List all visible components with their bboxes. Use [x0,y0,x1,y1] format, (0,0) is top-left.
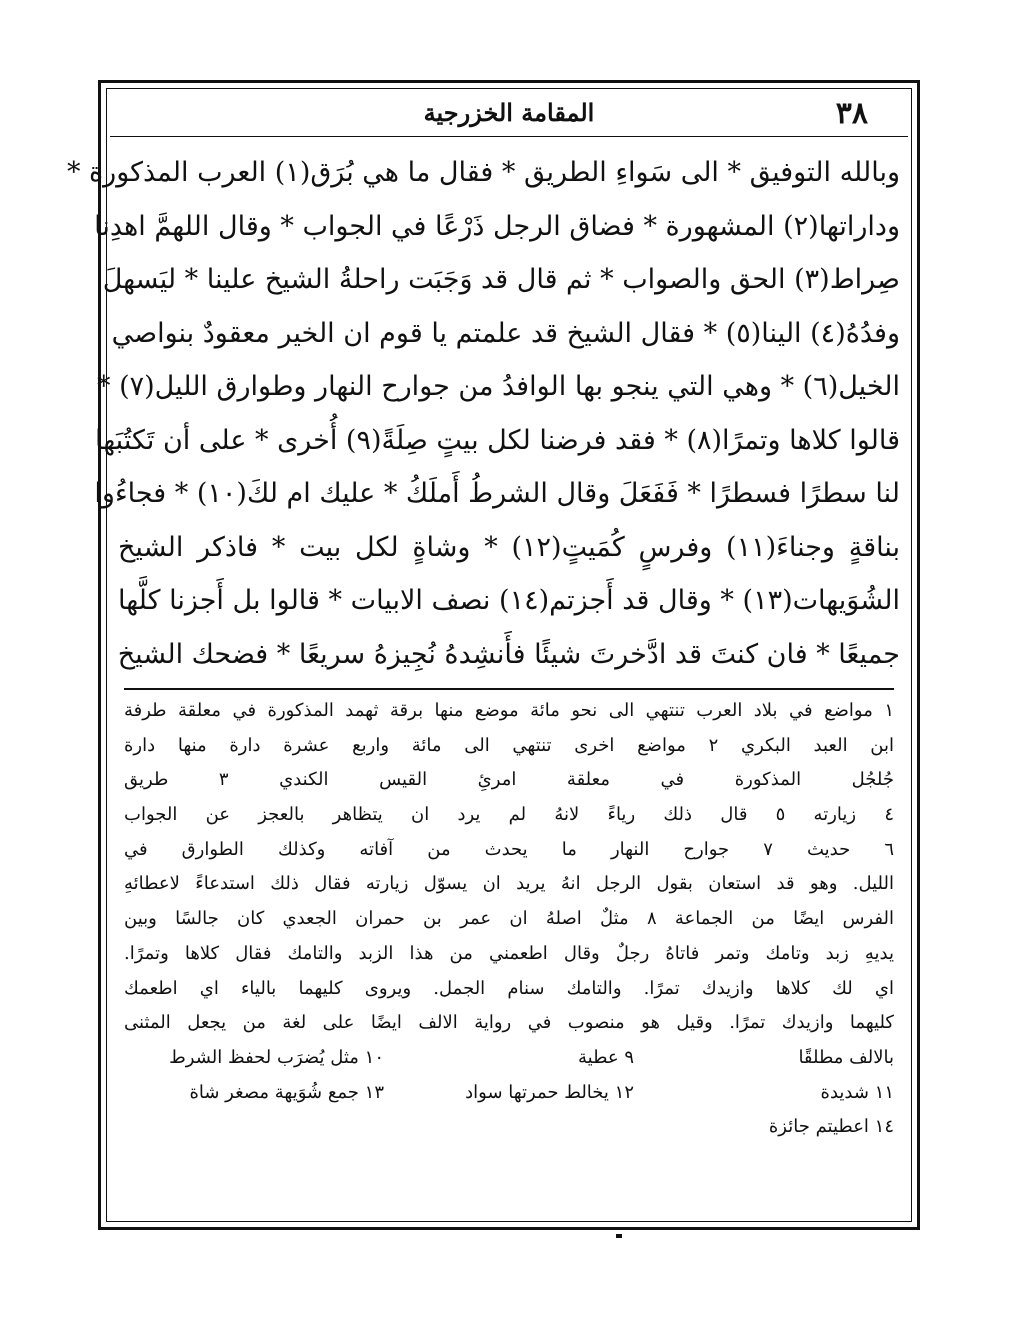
text-line: بناقةٍ وجناءَ(١١) وفرسٍ كُمَيتٍ(١٢) * وشاةٍ لكل بيت * فاذكر الشيخ [118,531,900,563]
text-line: الخيل(٦) * وهي التي ينجو بها الوافدُ من جوارح النهار وطوارق الليل(٧) * [96,371,900,402]
text-line: لنا سطرًا فسطرًا * فَفَعَلَ وقال الشرطُ أَملَكُ * عليك ام لكَ(١٠) * فجاءُوا [94,478,900,509]
printer-mark [616,1234,622,1238]
footnote-line: اي لك كلاها وازيدك تمرًا. والتامك سنام الجمل. ويروى كليهما بالياء اي اطعمك [124,977,894,999]
footnote-row [124,1076,894,1111]
header-rule [110,136,908,137]
footnote-cell [124,1110,384,1145]
text-line: قالوا كلاها وتمرًا(٨) * فقد فرضنا لكل بيتٍ صِلَةً(٩) أُخرى * على أن تَكتُبَها [95,424,900,456]
running-title: المقامة الخزرجية [423,98,595,127]
footnote-cell: ١٠ مثل يُضرَب لحفظ الشرط [169,1046,384,1068]
footnote-cell: ١١ شديدة [820,1081,894,1103]
text-line: الشُوَيهات(١٣) * وقال قد أَجزتم(١٤) نصف الابيات * قالوا بل أَجزنا كلَّها [118,585,901,616]
text-line: جميعًا * فان كنتَ قد ادَّخرتَ شيئًا فأَنشِدهُ نُجِيزهُ سريعًا * فضحك الشيخ [117,638,900,670]
footnotes-rule [124,688,894,690]
text-line: صِراط(٣) الحق والصواب * ثم قال قد وَجَبَت راحلةُ الشيخ علينا * ليَسهلَ [102,264,900,295]
footnotes [124,694,894,1145]
footnote-line: جُلجُل المذكورة في معلقة امرئِ القيس الكندي ٣ طريق [124,769,894,791]
footnote-line: ٤ زيارته ٥ قال ذلك رياءً لانهُ لم يرد ان يتظاهر بالعجز عن الجواب [124,804,894,826]
main-text [66,146,901,681]
footnote-line: كليهما وازيدك تمرًا. وقيل هو منصوب في رواية الالف ايضًا على لغة من يجعل المثنى [124,1012,894,1034]
footnote-cell: ١٣ جمع شُوَيهة مصغر شاة [189,1081,384,1103]
footnote-line: الليل. وهو قد استعان بقول الرجل انهُ يريد ان يسوّل زيارته فقال ذلك استدعاءً لاعطائهِ [124,873,894,895]
footnote-line: ١ مواضع في بلاد العرب تنتهي الى نحو مائة موضع منها برقة ثهمد المذكورة في معلقة طرفة [124,700,894,721]
footnote-row [124,1041,894,1076]
footnote-cell: بالالف مطلقًا [798,1046,894,1068]
footnote-line: يديهِ زبد وتامك وتمر فاتاهُ رجلٌ وقال اطعمني من هذا الزبد والتامك فقال كلاها وتمرًا. [124,942,894,964]
footnote-row [124,1110,894,1145]
footnote-cell [384,1110,634,1145]
page-number: ٣٨ [835,96,868,131]
footnote-cell: ١٤ اعطيتم جائزة [768,1116,894,1138]
footnote-line: ابن العبد البكري ٢ مواضع اخرى تنتهي الى مائة واربع عشرة دارة منها دارة [124,734,894,756]
footnote-cell: ٩ عطية [578,1046,634,1068]
footnote-cell: ١٢ يخالط حمرتها سواد [465,1081,634,1103]
footnote-line: ٦ حديث ٧ جوارح النهار ما يحدث من آفاته وكذلك الطوارق في [124,838,895,860]
page-header [110,92,908,136]
text-line: وفدُهُ(٤) الينا(٥) * فقال الشيخ قد علمتم يا قوم ان الخير معقودٌ بنواصي [111,317,900,349]
text-line: وداراتها(٢) المشهورة * فضاق الرجل ذَرْعًا في الجواب * وقال اللهمَّ اهدِنا [94,210,900,242]
footnote-line: الفرس ايضًا من الجماعة ٨ مثلٌ اصلهُ ان عمر بن حمران الجعدي كان جالسًا وبين [124,908,894,930]
text-line: وبالله التوفيق * الى سَواءِ الطريق * فقال ما هي بُرَق(١) العرب المذكورة * [66,157,900,188]
